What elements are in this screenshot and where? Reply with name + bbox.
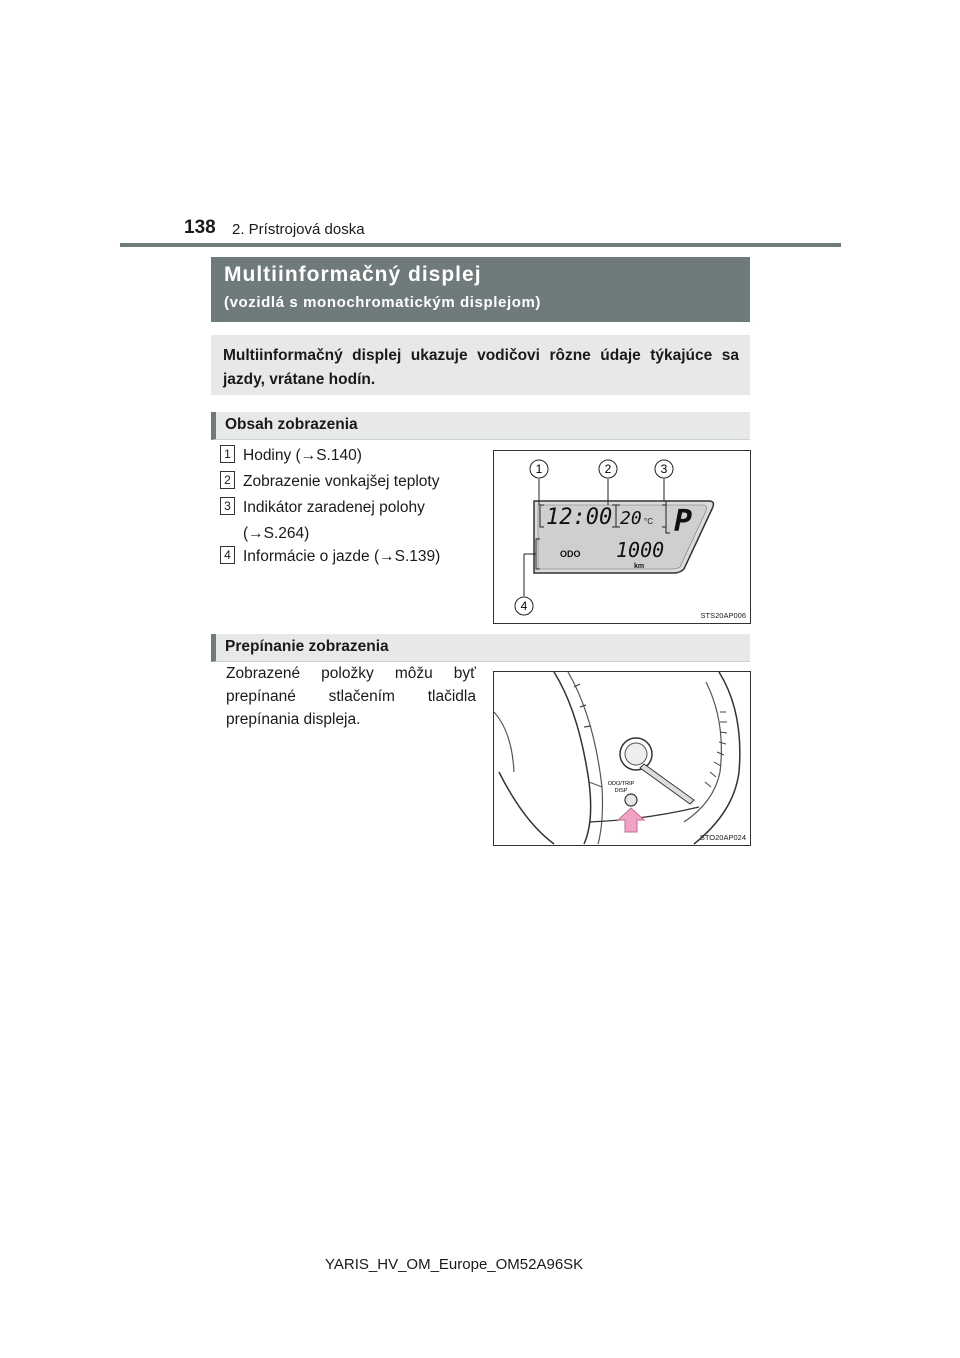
gear-indicator: P [674,504,693,539]
intro-text: Multiinformačný displej ukazuje vodičovi rôzne údaje týkajúce sa jazdy, vrátane hodín. [223,347,739,388]
display-figure [493,450,751,624]
callout-4: 4 [520,599,528,613]
item-number: 3 [220,497,235,515]
list-item [220,495,460,547]
page-subtitle: (vozidlá s monochromatickým displejom) [224,294,542,311]
section-heading-text: Obsah zobrazenia [225,416,358,433]
item-text: Indikátor zaradenej polohy (→S.264) [243,499,425,542]
figure-code: STO20AP024 [699,833,746,842]
section-heading-text: Prepínanie zobrazenia [225,638,389,655]
cluster-illustration [494,672,750,845]
callout-2: 2 [604,462,612,476]
title-box [211,257,750,322]
disp-button-icon [625,794,637,806]
list-item [220,544,440,570]
item-number: 2 [220,471,235,489]
callout-3: 3 [660,462,668,476]
button-label-odo-trip: ODO/TRIP [607,781,635,787]
arrow-up-icon [618,808,644,832]
odo-label: ODO [560,549,581,559]
list-item [220,469,439,495]
button-label-disp: DISP [614,788,628,794]
intro-box [211,335,750,395]
item-text: Informácie o jazde (→S.139) [243,548,441,565]
section-heading-content [211,412,750,440]
button-figure [493,671,751,846]
clock-readout: 12:00 [546,505,613,530]
footer-code: YARIS_HV_OM_Europe_OM52A96SK [325,1256,584,1273]
figure-code: STS20AP006 [700,611,746,620]
page-number: 138 [184,217,216,238]
header-rule [120,243,841,247]
display-illustration [494,451,750,623]
switching-text: Zobrazené položky môžu byť prepínané stlačením tlačidla prepínania displeja. [226,665,476,728]
page-title: Multiinformačný displej [224,263,482,286]
callout-1: 1 [535,462,543,476]
km-unit: km [634,563,645,570]
temperature-unit: °C [644,517,653,526]
section-heading-switching [211,634,750,662]
item-text: Hodiny (→S.140) [243,447,362,464]
item-number: 1 [220,445,235,463]
item-text: Zobrazenie vonkajšej teploty [243,473,440,490]
chapter-title: 2. Prístrojová doska [232,221,365,238]
odometer-readout: 1000 [616,538,665,562]
temperature-readout: 20 [620,508,642,529]
list-item [220,443,362,469]
item-number: 4 [220,546,235,564]
